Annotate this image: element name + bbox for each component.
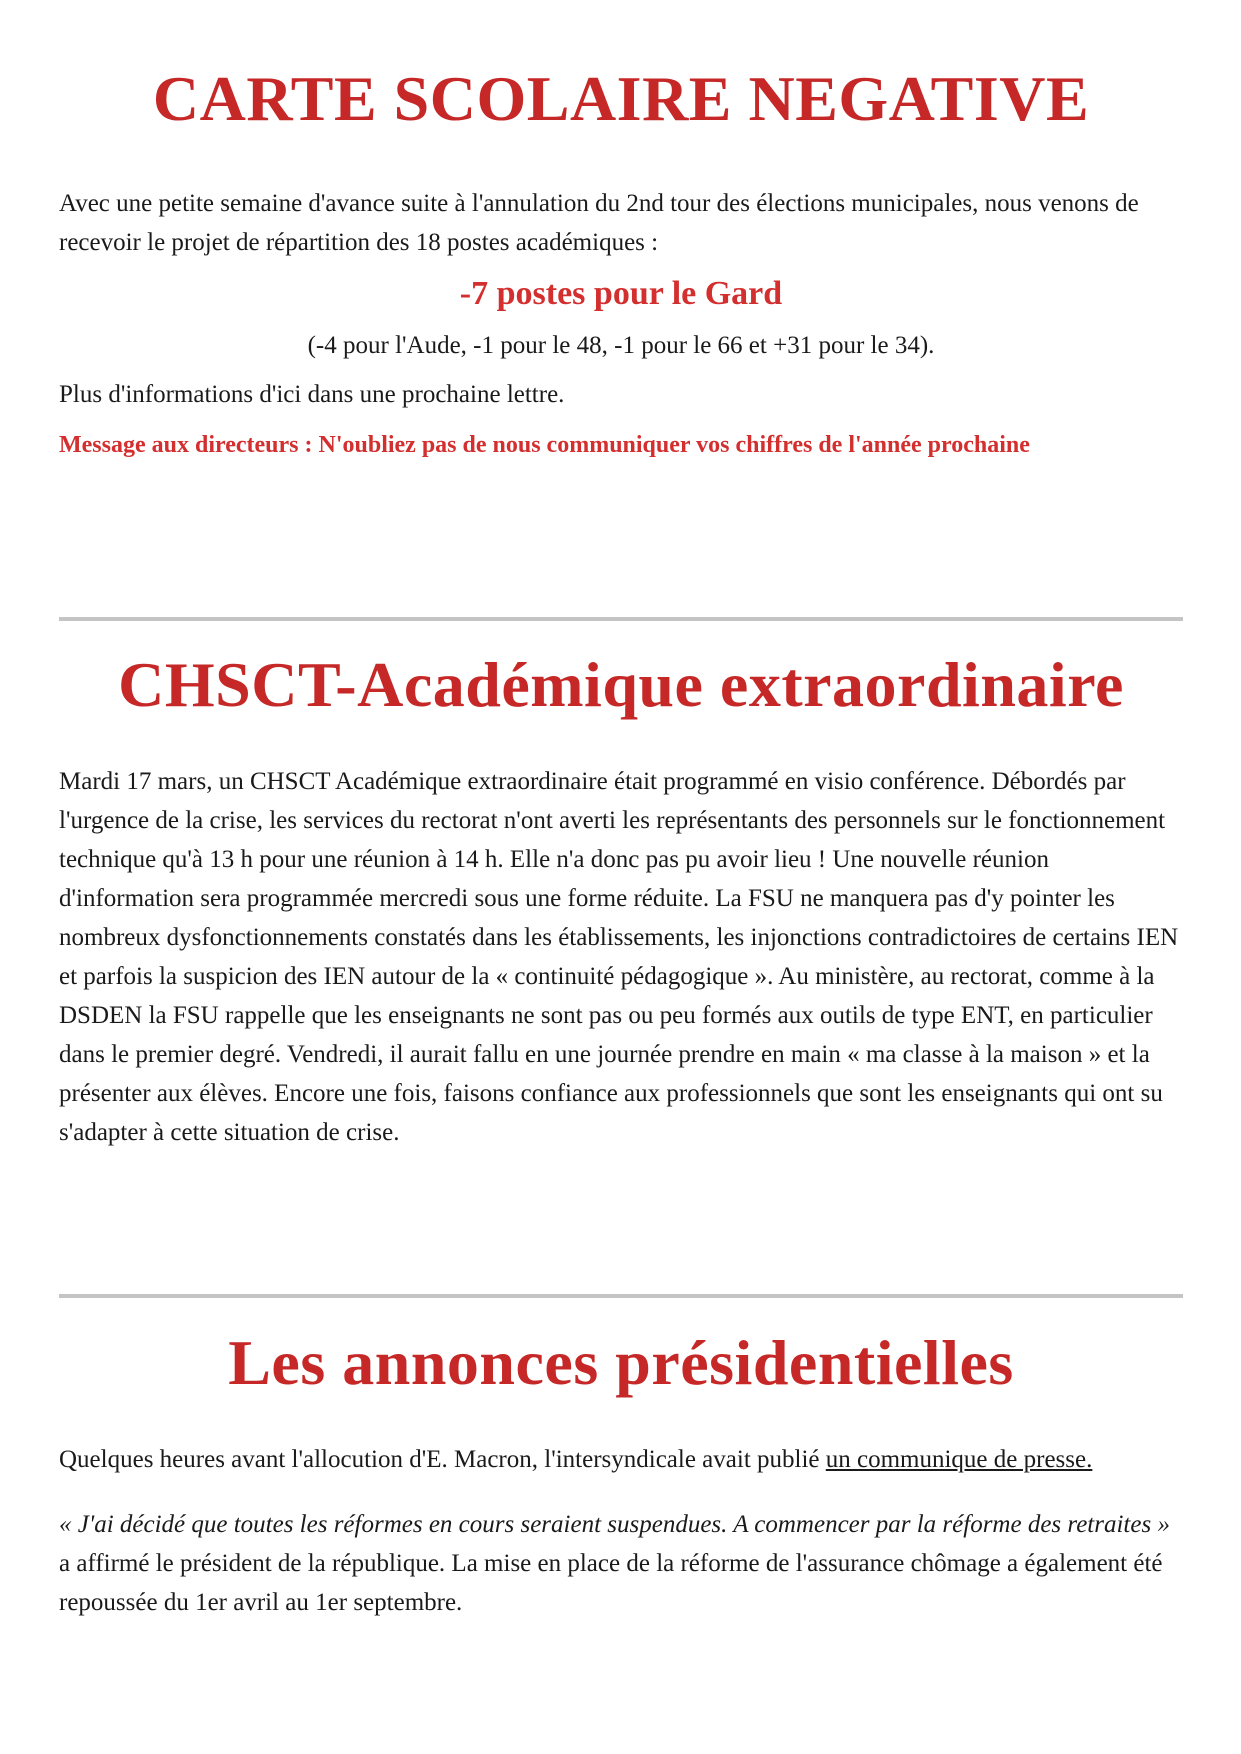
section-carte-scolaire <box>59 62 1183 465</box>
section-title-annonces: Les annonces présidentielles <box>228 1327 1014 1398</box>
gard-postes-highlight: -7 postes pour le Gard <box>459 275 783 312</box>
annonces-quote-paragraph <box>59 1505 1183 1622</box>
directors-message: Message aux directeurs : N'oubliez pas de nous communiquer vos chiffres de l'année prochaine <box>59 432 1030 458</box>
departements-detail: (-4 pour l'Aude, -1 pour le 48, -1 pour le 66 et +31 pour le 34). <box>307 332 935 359</box>
carte-scolaire-intro: Avec une petite semaine d'avance suite à l'annulation du 2nd tour des élections municipales, nous venons de recevoir le projet de répartition des 18 postes académiques : <box>59 190 1139 256</box>
annonces-intro-text: Quelques heures avant l'allocution d'E. Macron, l'intersyndicale avait publié <box>59 1446 826 1473</box>
section-divider <box>59 617 1183 621</box>
section-chsct <box>59 648 1183 1152</box>
annonces-intro <box>59 1440 1183 1479</box>
section-annonces <box>59 1326 1183 1622</box>
chsct-body: Mardi 17 mars, un CHSCT Académique extraordinaire était programmé en visio conférence. Débordés par l'urgence de la crise, les services du rectorat n'ont averti les représentants des personnels sur le fonctionnement technique qu'à 13 h pour une réunion à 14 h. Elle n'a donc pas pu avoir lieu ! Une nouvelle réunion d'information sera programmée mercredi sous une forme réduite. La FSU ne manquera pas d'y pointer les nombreux dysfonctionnements constatés dans les établissements, les injonctions contradictoires de certains IEN et parfois la suspicion des IEN autour de la « continuité pédagogique ». Au ministère, au rectorat, comme à la DSDEN la FSU rappelle que les enseignants ne sont pas ou peu formés aux outils de type ENT, en particulier dans le premier degré. Vendredi, il aurait fallu en une journée prendre en main « ma classe à la maison » et la présenter aux élèves. Encore une fois, faisons confiance aux professionnels que sont les enseignants qui ont su s'adapter à cette situation de crise. <box>59 768 1179 1146</box>
section-title-chsct: CHSCT-Académique extraordinaire <box>118 649 1124 720</box>
president-quote: « J'ai décidé que toutes les réformes en cours seraient suspendues. A commencer par la réforme des retraites » <box>59 1511 1170 1538</box>
more-info-text: Plus d'informations d'ici dans une prochaine lettre. <box>59 381 565 408</box>
section-title-carte-scolaire: CARTE SCOLAIRE NEGATIVE <box>152 63 1090 134</box>
annonces-after-quote: a affirmé le président de la république. La mise en place de la réforme de l'assurance chômage a également été repoussée du 1er avril au 1er septembre. <box>59 1550 1163 1616</box>
communique-link[interactable]: un communique de presse. <box>825 1446 1093 1473</box>
section-divider <box>59 1294 1183 1298</box>
